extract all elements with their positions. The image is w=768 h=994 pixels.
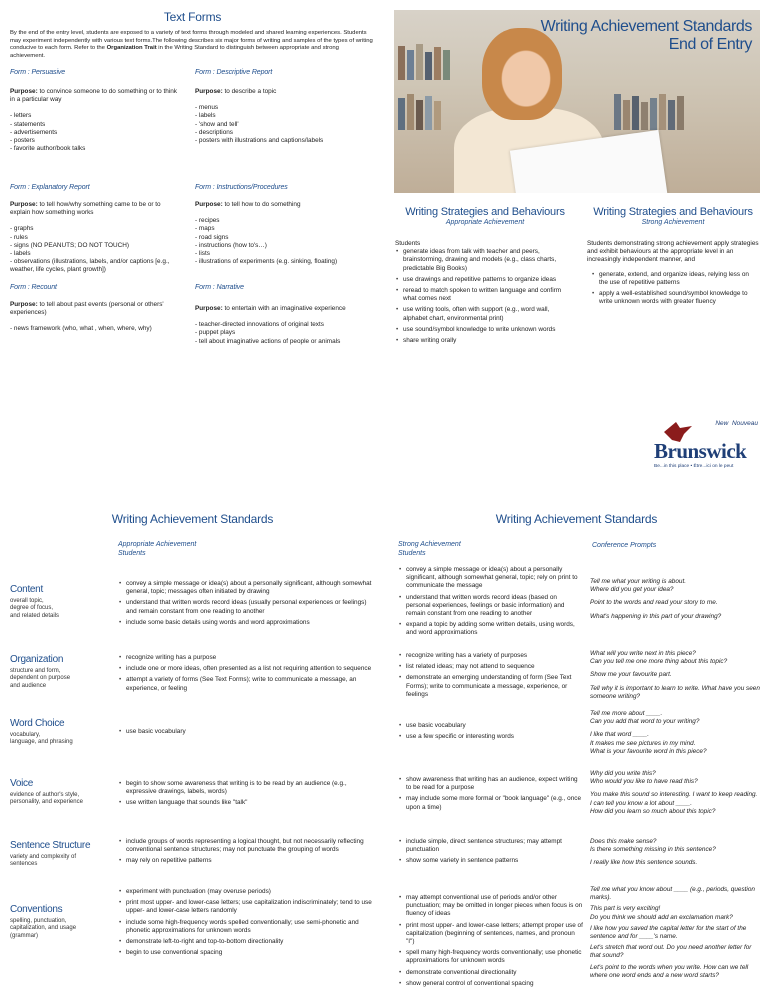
form-persuasive (10, 69, 180, 153)
strong-cell (398, 652, 583, 702)
conference-cell (590, 770, 760, 821)
bookshelf (594, 90, 744, 130)
form-examples (10, 325, 180, 333)
trait-title: Conventions (10, 904, 63, 915)
list-item: - rules (10, 234, 180, 242)
list-item: - recipes (195, 217, 375, 225)
form-purpose: Purpose: to entertain with an imaginative experience (195, 304, 346, 312)
strategies-subtitle: Strong Achievement (641, 219, 705, 227)
strategies-title: Writing Strategies and Behaviours (405, 206, 565, 218)
list-item: • include some basic details using words and word approximations (118, 619, 373, 627)
logo-line: Nouveau (731, 420, 758, 427)
trait-label (10, 778, 105, 807)
conference-cell (590, 886, 760, 980)
standards-title-left: Writing Achievement Standards (111, 512, 274, 526)
list-item: - graphs (10, 225, 180, 233)
trait-label (10, 904, 105, 941)
form-purpose: Purpose: to tell about past events (personal or others' experiences) (10, 300, 164, 317)
list-item: • understand that written words record ideas (usually personal experiences or feelings) and remain constant from one reading to another (118, 599, 373, 615)
text-forms-intro (10, 30, 375, 60)
prompt: You make this sound so interesting. I want to keep reading. I can tell you know a lot about ____. How did you learn so much about this topic? (590, 791, 758, 815)
standards-title-right: Writing Achievement Standards (495, 512, 658, 526)
list-item: • convey a simple message or idea(s) about a personally significant, although somewhat general, topic; rely on print to communicate the message (398, 566, 583, 591)
column-header-appropriate (118, 541, 196, 559)
trait-description: vocabulary, language, and phrasing (10, 731, 73, 746)
list-item: • generate, extend, and organize ideas, relying less on the use of repetitive patterns (591, 271, 759, 287)
column-header-conference: Conference Prompts (592, 542, 657, 549)
list-item: - illustrations of experiments (e.g. sinking, floating) (195, 258, 375, 266)
list-item: • show awareness that writing has an audience, expect writing to be read for a purpose (398, 776, 583, 792)
list-item: • use basic vocabulary (118, 728, 373, 736)
trait-description: spelling, punctuation, capitalization, and usage (grammar) (10, 917, 77, 940)
form-title: Form : Descriptive Report (195, 69, 273, 76)
list-item: - signs (NO PEANUTS; DO NOT TOUCH) (10, 242, 180, 250)
conference-cell (590, 710, 760, 761)
list-item: • spell many high-frequency words conventionally; use phonetic approximations for unknown words (398, 949, 583, 965)
logo-tagline: Be...in this place • Être...ici on le peut (654, 464, 734, 469)
list-item: • demonstrate left-to-right and top-to-bottom directionality (118, 938, 373, 946)
logo-bilingual (658, 420, 758, 428)
list-item: - road signs (195, 234, 375, 242)
list-item: • use writing tools, often with support (e.g., word wall, alphabet chart, environmental print) (395, 306, 575, 322)
trait-label (10, 718, 105, 747)
strategies-subtitle: Appropriate Achievement (445, 219, 525, 227)
trait-description: evidence of author's style, personality, and experience (10, 791, 83, 806)
prompt: This part is very exciting! Do you think we should add an exclamation mark? (590, 905, 733, 921)
table-row-conventions (0, 880, 768, 988)
list-item: • expand a topic by adding some written details, using words, and word approximations (398, 621, 583, 637)
text-forms-title: Text Forms (163, 10, 222, 24)
strong-cell (398, 894, 583, 991)
prompt: Let's point to the words when you write. How can we tell where one word ends and a new word starts? (590, 963, 749, 979)
list-item: - statements (10, 121, 180, 129)
list-item: • share writing orally (395, 337, 575, 345)
list-item: • recognize writing has a variety of purposes (398, 652, 583, 660)
list-item: • use written language that sounds like "talk" (118, 799, 373, 807)
list-item: • begin to use conventional spacing (118, 949, 373, 957)
list-item: • begin to show some awareness that writing is to be read by an audience (e.g., expressive drawings, labels, words) (118, 780, 373, 796)
list-item: - advertisements (10, 129, 180, 137)
strategies-appropriate (395, 205, 575, 348)
list-item: • include one or more ideas, often presented as a list not requiring attention to sequence (118, 665, 373, 673)
appropriate-cell (118, 580, 373, 630)
prompt: Show me your favourite part. (590, 671, 672, 679)
prompt: I like that word ____. It makes me see pictures in my mind. What is your favourite word in this piece? (590, 731, 707, 755)
intro-text: By the end of the entry level, students are exposed to a variety of text forms through modeled and shared learning experiences. Students may experiment independently with various text forms.The following describes six major forms of writing and samples of the types of writing conducive to each form. Refer to the (10, 30, 373, 52)
strong-cell (398, 722, 583, 744)
list-item: • include some high-frequency words spelled conventionally; use semi-phonetic and phonetic approximations for unknown words (118, 919, 373, 935)
prompt: Tell why it is important to learn to write. What have you seen someone writing? (590, 684, 760, 700)
list-item: - observations (illustrations, labels, and/or captions [e.g., weather, life cycles, plant growth]) (10, 258, 180, 274)
appropriate-cell (118, 654, 373, 696)
form-recount (10, 284, 180, 334)
list-item: - news framework (who, what , when, where, why) (10, 325, 180, 333)
trait-label (10, 584, 105, 621)
prompt: I like how you saved the capital letter for the start of the sentence and for ____'s name. (590, 924, 747, 940)
form-narrative (195, 284, 375, 346)
list-item: - tell about imaginative actions of people or animals (195, 338, 375, 346)
list-item: - descriptions (195, 129, 375, 137)
conference-cell (590, 578, 760, 626)
list-item: - menus (195, 104, 375, 112)
list-item: - 'show and tell' (195, 121, 375, 129)
column-header-line: Appropriate Achievement (118, 541, 197, 548)
list-item: • generate ideas from talk with teacher and peers, brainstorming, drawing and models (e.g., class charts, predictable Big Books) (395, 248, 575, 273)
table-row-voice (0, 766, 768, 820)
list-item: • use basic vocabulary (398, 722, 583, 730)
strategies-title: Writing Strategies and Behaviours (593, 206, 753, 218)
form-title: Form : Narrative (195, 284, 244, 291)
strong-cell (398, 776, 583, 815)
form-examples (195, 104, 375, 145)
logo-name: Brunswick (654, 439, 747, 463)
trait-title: Content (10, 584, 43, 595)
list-item: • use drawings and repetitive patterns to organize ideas (395, 276, 575, 284)
intro-text-end: in the Writing Standard to distinguish between appropriate and strong achievement. (10, 45, 339, 59)
column-header-line: Students (118, 549, 146, 557)
list-item: • attempt a variety of forms (See Text Forms); write to communicate a message, an experience, or feeling (118, 676, 373, 692)
intro-bold: Organization Trait (106, 45, 157, 52)
list-item: - maps (195, 225, 375, 233)
list-item: • experiment with punctuation (may overuse periods) (118, 888, 373, 896)
table-row-content (0, 564, 768, 636)
list-item: • include simple, direct sentence structures; may attempt punctuation (398, 838, 583, 854)
strategies-list (587, 271, 759, 307)
appropriate-cell (118, 728, 373, 739)
cover-photo (394, 10, 760, 193)
list-item: • print most upper- and lower-case letters; use capitalization indiscriminately; tend to use upper- and lower-case letters randomly (118, 899, 373, 915)
conference-cell (590, 650, 760, 706)
form-examples (10, 112, 180, 153)
list-item: • include groups of words representing a logical thought, but not necessarily reflecting conventional sentence structures; may not punctuate the grouping of words (118, 838, 373, 854)
list-item: - instructions (how to's…) (195, 242, 375, 250)
form-examples (195, 217, 375, 266)
trait-title: Sentence Structure (10, 840, 91, 851)
form-purpose: Purpose: to tell how/why something came to be or to explain how something works (10, 200, 161, 217)
appropriate-cell (118, 780, 373, 811)
conference-cell (590, 838, 760, 873)
prompt: Tell me what your writing is about. Where did you get your idea? (590, 578, 687, 594)
list-item: - posters (10, 137, 180, 145)
strong-cell (398, 566, 583, 641)
prompt: Does this make sense? Is there something missing in this sentence? (590, 838, 716, 854)
prompt: I really like how this sentence sounds. (590, 859, 698, 867)
column-header-line: Strong Achievement (398, 541, 461, 548)
strategies-list (395, 248, 575, 345)
list-item: - favorite author/book talks (10, 145, 180, 153)
form-title: Form : Instructions/Procedures (195, 184, 288, 191)
form-title: Form : Explanatory Report (10, 184, 90, 191)
form-descriptive-report (195, 69, 375, 145)
strategies-lead: Students demonstrating strong achievement apply strategies and exhibit behaviours at the appropriate level in an increasingly independent manner, and (587, 240, 759, 264)
cover-title-line: End of Entry (668, 36, 752, 54)
trait-title: Word Choice (10, 718, 65, 729)
form-examples (195, 321, 375, 346)
form-explanatory-report (10, 184, 180, 274)
prompt: Point to the words and read your story to me. (590, 599, 718, 607)
trait-label (10, 840, 105, 869)
prompt: Tell me more about ____. Can you add that word to your writing? (590, 710, 700, 726)
trait-description: overall topic, degree of focus, and related details (10, 597, 60, 620)
list-item: • use sound/symbol knowledge to write unknown words (395, 326, 575, 334)
form-examples (10, 225, 180, 274)
list-item: • may rely on repetitive patterns (118, 857, 373, 865)
trait-description: variety and complexity of sentences (10, 853, 77, 868)
list-item: • demonstrate conventional directionality (398, 969, 583, 977)
form-purpose: Purpose: to tell how to do something (195, 200, 301, 208)
prompt: Let's stretch that word out. Do you need another letter for that sound? (590, 944, 752, 960)
prompt: What's happening in this part of your drawing? (590, 612, 722, 620)
new-brunswick-logo (650, 418, 758, 482)
form-title: Form : Recount (10, 284, 57, 291)
list-item: • reread to match spoken to written language and confirm what comes next (395, 287, 575, 303)
strategies-strong (587, 205, 759, 309)
trait-title: Organization (10, 654, 64, 665)
list-item: - teacher-directed innovations of original texts (195, 321, 375, 329)
form-purpose: Purpose: to convince someone to do something or to think in a particular way (10, 87, 177, 104)
list-item: • list related ideas; may not attend to sequence (398, 663, 583, 671)
list-item: • recognize writing has a purpose (118, 654, 373, 662)
list-item: - lists (195, 250, 375, 258)
form-title: Form : Persuasive (10, 69, 66, 76)
table-row-sentence-structure (0, 830, 768, 876)
trait-label (10, 654, 105, 691)
table-row-organization (0, 646, 768, 708)
list-item: • show some variety in sentence patterns (398, 857, 583, 865)
list-item: • demonstrate an emerging understanding of form (See Text Forms); write to communicate a message, experience, or feelings (398, 674, 583, 699)
list-item: • may attempt conventional use of periods and/or other punctuation; may be omitted in longer pieces when focus is on fluency of ideas (398, 894, 583, 919)
column-header-strong (398, 541, 461, 559)
table-row-word-choice (0, 706, 768, 760)
list-item: - labels (10, 250, 180, 258)
column-header-line: Students (398, 549, 426, 557)
cover-title (541, 18, 752, 55)
appropriate-cell (118, 838, 373, 869)
list-item: • print most upper- and lower-case letters; attempt proper use of capitalization (beginning of sentences, names, and pronoun "I") (398, 922, 583, 947)
logo-line: New (715, 420, 729, 427)
list-item: - puppet plays (195, 329, 375, 337)
trait-title: Voice (10, 778, 33, 789)
cover-title-line: Writing Achievement Standards (540, 18, 752, 35)
list-item: • may include some more formal or "book language" (e.g., once upon a time) (398, 795, 583, 811)
strong-cell (398, 838, 583, 869)
strategies-lead: Students (395, 240, 421, 248)
trait-description: structure and form, dependent on purpose and audience (10, 667, 71, 690)
list-item: • convey a simple message or idea(s) about a personally significant, although somewhat general, topic; messages often initiated by drawing (118, 580, 373, 596)
form-instructions-procedures (195, 184, 375, 266)
list-item: • use a few specific or interesting words (398, 733, 583, 741)
form-purpose: Purpose: to describe a topic (195, 87, 277, 95)
prompt: Tell me what you know about ____ (e.g., periods, question marks). (590, 886, 755, 902)
list-item: • apply a well-established sound/symbol knowledge to write unknown words with greater fluency (591, 290, 759, 306)
list-item: - posters with illustrations and captions/labels (195, 137, 375, 145)
list-item: • understand that written words record ideas (based on personal experiences, feelings or basic information) and remain constant from one reading to another (398, 594, 583, 619)
list-item: • show general control of conventional spacing (398, 980, 583, 988)
appropriate-cell (118, 888, 373, 960)
list-item: - labels (195, 112, 375, 120)
list-item: - letters (10, 112, 180, 120)
prompt: Why did you write this? Who would you like to have read this? (590, 770, 698, 786)
prompt: What will you write next in this piece? Can you tell me one more thing about this topic? (590, 650, 728, 666)
